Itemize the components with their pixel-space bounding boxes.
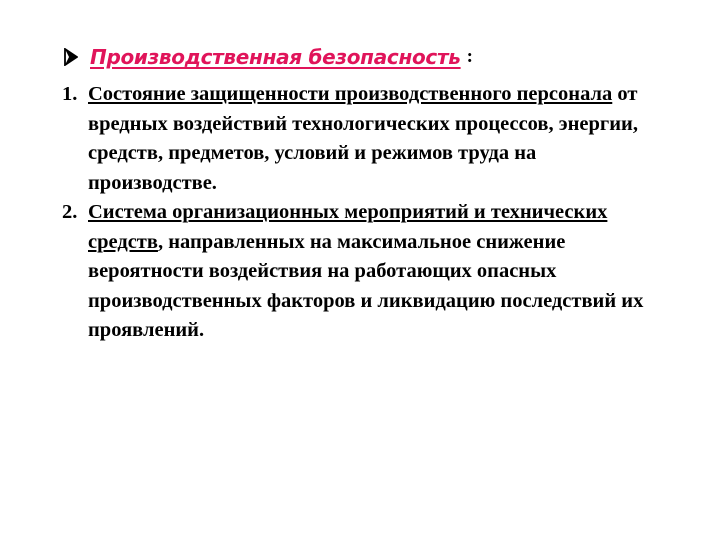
- slide-heading: [64, 42, 473, 72]
- definition-list: [62, 80, 662, 346]
- slide-title: Производственная безопасность: [90, 45, 461, 69]
- list-item: [62, 198, 662, 346]
- definition-text: , направленных на максимальное снижение вероятности воздействия на работающих опасных производственных факторов и ликвидацию последствий их проявлений.: [88, 230, 644, 341]
- list-item-number: 2.: [62, 201, 78, 223]
- list-item-text: [88, 80, 662, 198]
- list-item: [62, 80, 662, 198]
- definition-text: от вредных воздействий технологических процессов, энергии, средств, предметов, условий и режимов труда на производстве.: [88, 83, 638, 194]
- underlined-term: Система организационных мероприятий и технических средств: [88, 201, 608, 253]
- arrow-bullet-icon: [64, 48, 78, 66]
- underlined-term: Состояние защищенности производственного персонала: [88, 83, 613, 105]
- list-item-text: [88, 198, 662, 346]
- list-item-number: 1.: [62, 83, 78, 105]
- title-colon: :: [466, 46, 473, 67]
